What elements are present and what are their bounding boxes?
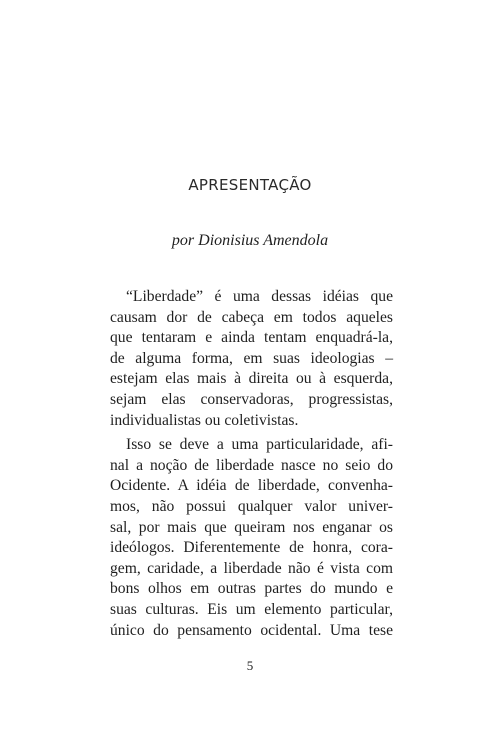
text-line: individualistas ou coletivistas. — [110, 411, 299, 429]
author-byline: por Dionisius Amendola — [171, 232, 329, 249]
text-line: sal, por mais que queiram nos enganar os — [110, 518, 393, 536]
text-line: único do pensamento ocidental. Uma tese — [110, 621, 393, 639]
page-number: 5 — [246, 658, 254, 673]
chapter-heading: APRESENTAÇÃO — [188, 176, 312, 194]
paragraph — [110, 287, 393, 431]
text-line: bons olhos em outras partes do mundo e — [110, 580, 393, 598]
text-line: estejam elas mais à direita ou à esquerda, — [110, 370, 393, 388]
text-line: ideólogos. Diferentemente de honra, cora- — [110, 539, 393, 557]
text-line: suas culturas. Eis um elemento particular, — [110, 600, 393, 618]
text-line: gem, caridade, a liberdade não é vista com — [110, 559, 393, 577]
text-line: mos, não possui qualquer valor univer- — [110, 497, 393, 515]
text-line: que tentaram e ainda tentam enquadrá-la, — [110, 329, 393, 347]
text-line: Ocidente. A idéia de liberdade, convenha- — [110, 477, 393, 495]
text-line: sejam elas conservadoras, progressistas, — [110, 390, 393, 408]
text-line: “Liberdade” é uma dessas idéias que — [126, 288, 393, 305]
text-line: causam dor de cabeça em todos aqueles — [110, 308, 393, 326]
paragraph — [110, 435, 393, 641]
text-line: nal a noção de liberdade nasce no seio do — [110, 456, 393, 474]
text-line: Isso se deve a uma particularidade, afi- — [126, 436, 393, 454]
text-line: de alguma forma, em suas ideologias – — [110, 349, 393, 367]
body-text — [110, 287, 393, 641]
